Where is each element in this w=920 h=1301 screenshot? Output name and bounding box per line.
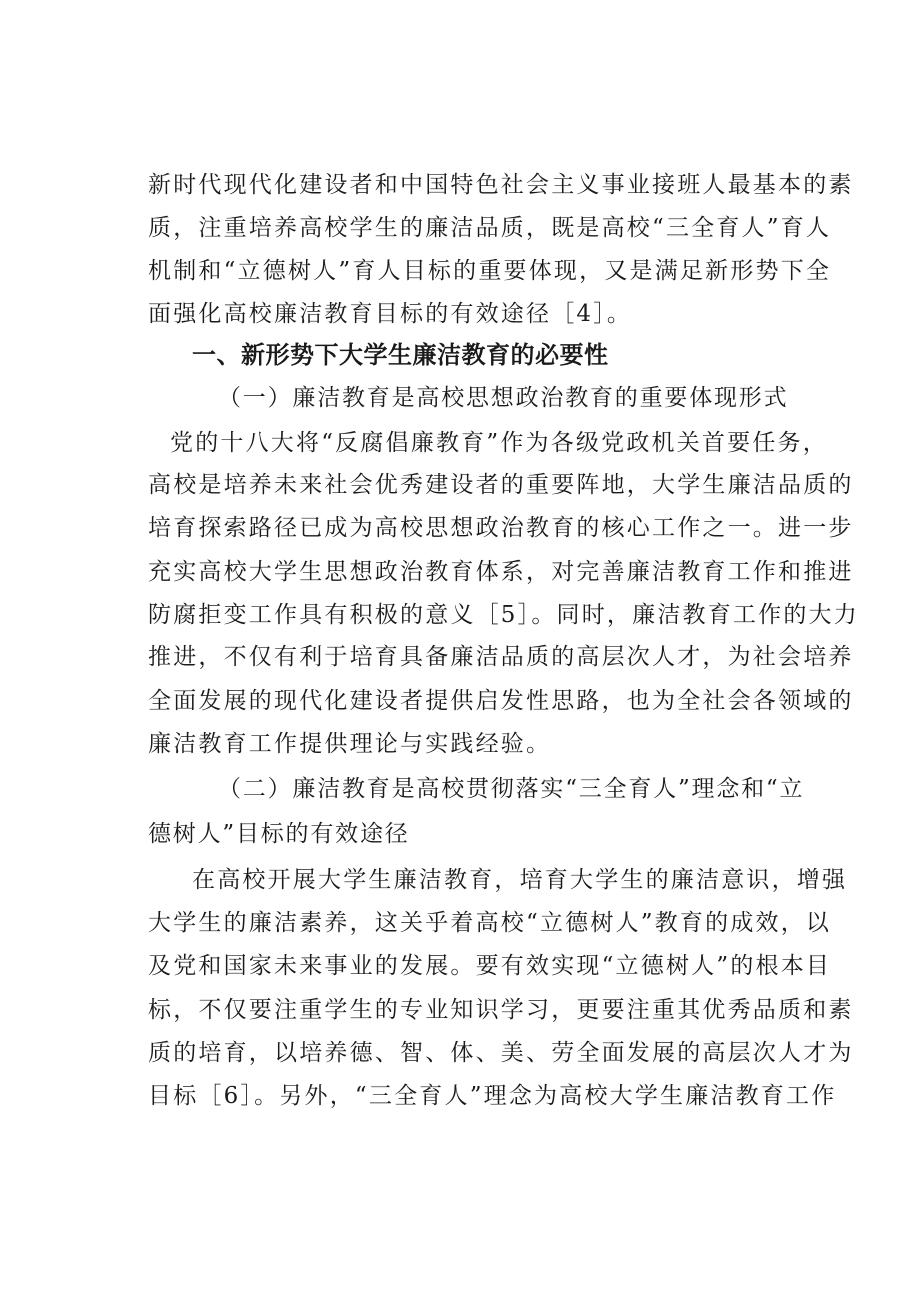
subsection-1-heading: （一）廉洁教育是高校思想政治教育的重要体现形式 <box>218 385 789 411</box>
subsection-2-heading-line-2: 德树人”目标的有效途径 <box>148 821 410 847</box>
sub2-line-6: 目标［6］。另外，“三全育人”理念为高校大学生廉洁教育工作 <box>148 1083 837 1109</box>
section-heading: 一、新形势下大学生廉洁教育的必要性 <box>192 341 609 369</box>
sub1-line-5: 防腐拒变工作具有积极的意义［5］。同时，廉洁教育工作的大力 <box>148 602 859 628</box>
sub1-line-7: 全面发展的现代化建设者提供启发性思路，也为全社会各领域的 <box>148 688 854 714</box>
sub2-line-1: 在高校开展大学生廉洁教育，培育大学生的廉洁意识，增强 <box>192 867 848 893</box>
sub1-line-4: 充实高校大学生思想政治教育体系，对完善廉洁教育工作和推进 <box>148 559 854 585</box>
sub2-line-5: 质的培育，以培养德、智、体、美、劳全面发展的高层次人才为 <box>148 1040 854 1066</box>
sub1-line-8: 廉洁教育工作提供理论与实践经验。 <box>148 731 552 757</box>
sub2-line-4: 标，不仅要注重学生的专业知识学习，更要注重其优秀品质和素 <box>148 997 854 1023</box>
sub1-line-1: 党的十八大将“反腐倡廉教育”作为各级党政机关首要任务， <box>170 430 828 456</box>
intro-line-3: 机制和“立德树人”育人目标的重要体现，又是满足新形势下全 <box>148 258 832 284</box>
sub2-line-2: 大学生的廉洁素养，这关乎着高校“立德树人”教育的成效，以 <box>148 910 832 936</box>
sub1-line-2: 高校是培养未来社会优秀建设者的重要阵地，大学生廉洁品质的 <box>148 472 854 498</box>
intro-line-1: 新时代现代化建设者和中国特色社会主义事业接班人最基本的素 <box>148 172 854 198</box>
intro-line-2: 质，注重培养高校学生的廉洁品质，既是高校“三全育人”育人 <box>148 215 832 241</box>
intro-line-4: 面强化高校廉洁教育目标的有效途径［4］。 <box>148 301 633 327</box>
sub1-line-3: 培育探索路径已成为高校思想政治教育的核心工作之一。进一步 <box>148 515 854 541</box>
sub1-line-6: 推进，不仅有利于培育具备廉洁品质的高层次人才，为社会培养 <box>148 644 854 670</box>
sub2-line-3: 及党和国家未来事业的发展。要有效实现“立德树人”的根本目 <box>148 953 832 979</box>
subsection-2-heading-line-1: （二）廉洁教育是高校贯彻落实“三全育人”理念和“立 <box>218 776 805 802</box>
